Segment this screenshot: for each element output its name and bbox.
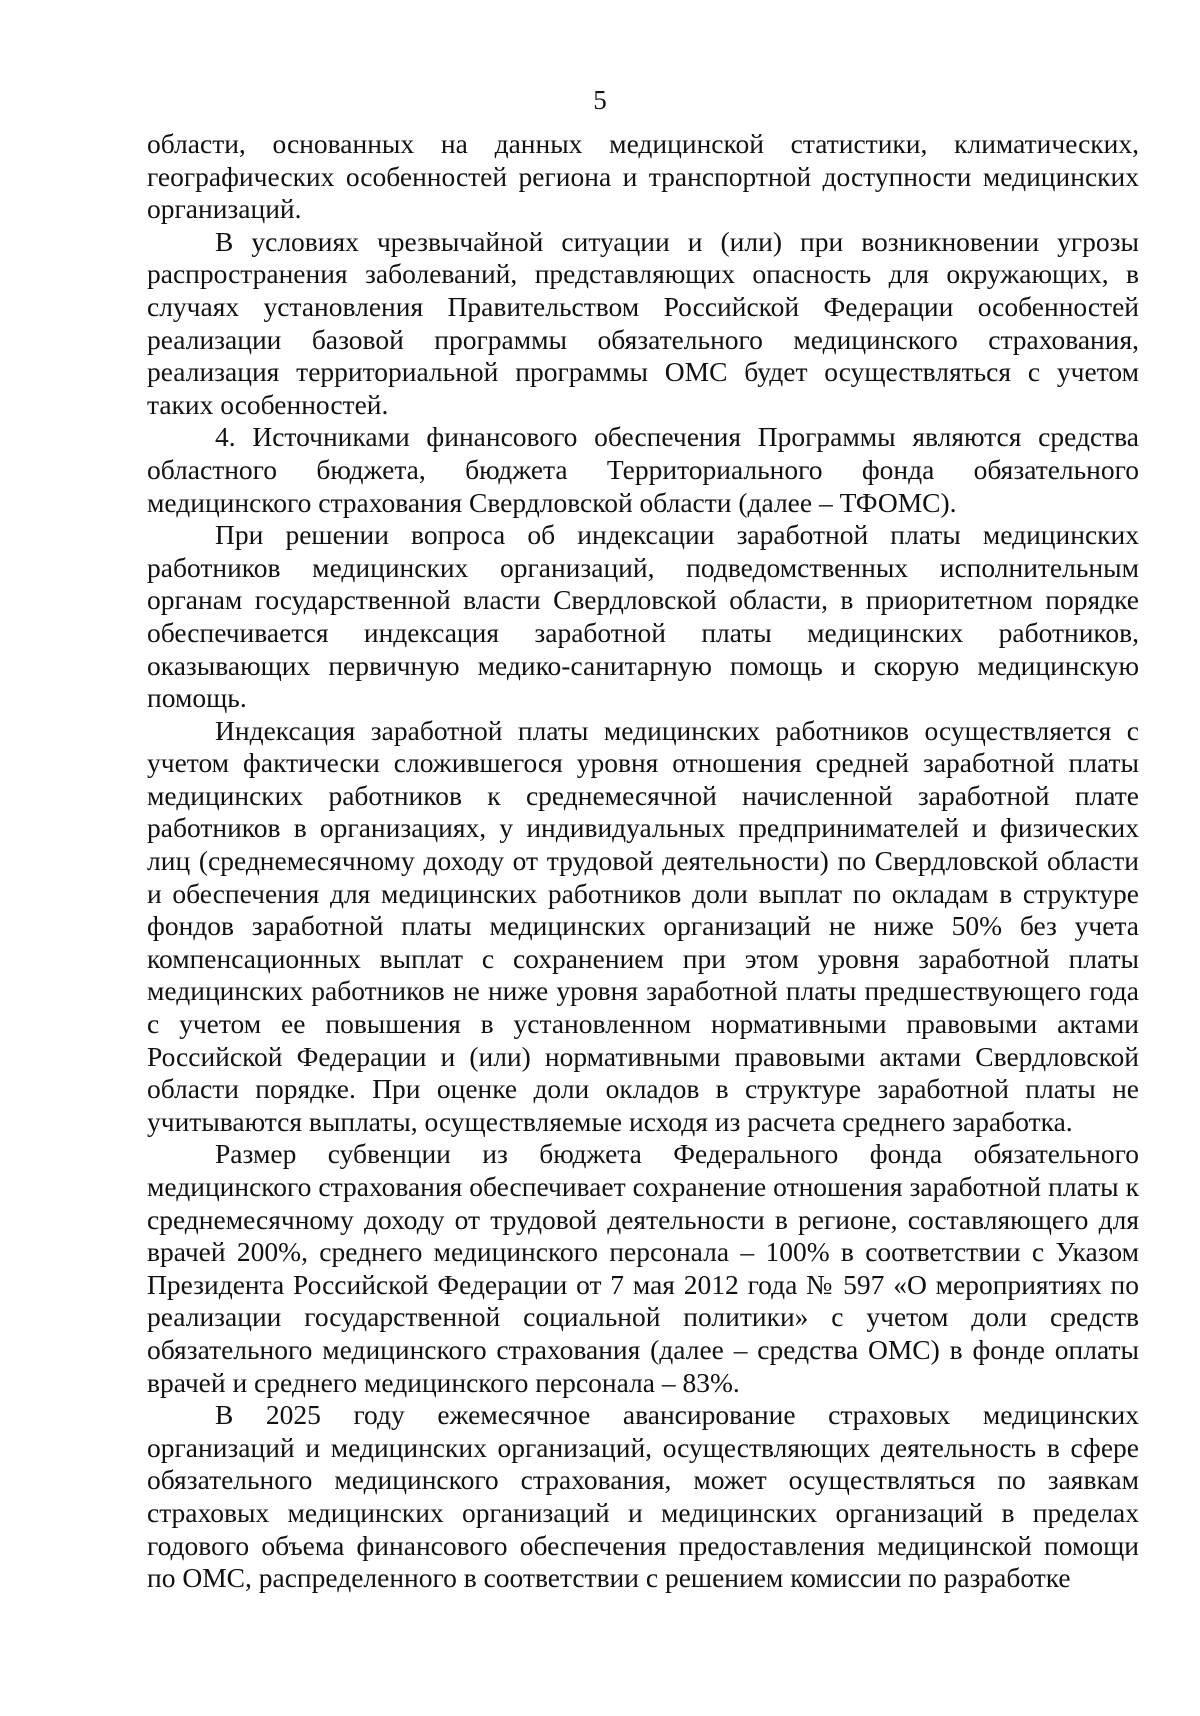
- paragraph-salary-indexation-rules: Индексация заработной платы медицинских работников осуществляется с учетом фактически сложившегося уровня отношения средней заработной платы медицинских работников к среднемесячной начисленной заработной плате работников в организациях, у индивидуальных предпринимателей и физических лиц (среднемесячному доходу от трудовой деятельности) по Свердловской области и обеспечения для медицинских работников доли выплат по окладам в структуре фондов заработной платы медицинских организаций не ниже 50% без учета компенсационных выплат с сохранением при этом уровня заработной платы медицинских работников не ниже уровня заработной платы предшествующего года с учетом ее повышения в установленном нормативными правовыми актами Российской Федерации и (или) нормативными правовыми актами Свердловской области порядке. При оценке доли окладов в структуре заработной платы не учитываются выплаты, осуществляемые исходя из расчета среднего заработка.: [147, 714, 1139, 1137]
- document-body: [147, 128, 1139, 1595]
- paragraph-monthly-advance: В 2025 году ежемесячное авансирование страховых медицинских организаций и медицинских организаций, осуществляющих деятельность в сфере обязательного медицинского страхования, может осуществляться по заявкам страховых медицинских организаций и медицинских организаций в пределах годового объема финансового обеспечения предоставления медицинской помощи по ОМС, распределенного в соответствии с решением комиссии по разработке: [147, 1399, 1139, 1594]
- page-number: 5: [593, 85, 607, 115]
- paragraph-salary-indexation-priority: При решении вопроса об индексации заработной платы медицинских работников медицинских организаций, подведомственных исполнительным органам государственной власти Свердловской области, в приоритетном порядке обеспечивается индексация заработной платы медицинских работников, оказывающих первичную медико-санитарную помощь и скорую медицинскую помощь.: [147, 519, 1139, 714]
- paragraph-funding-sources: 4. Источниками финансового обеспечения Программы являются средства областного бюджета, бюджета Территориального фонда обязательного медицинского страхования Свердловской области (далее – ТФОМС).: [147, 421, 1139, 518]
- paragraph-subvention-size: Размер субвенции из бюджета Федерального фонда обязательного медицинского страхования обеспечивает сохранение отношения заработной платы к среднемесячному доходу от трудовой деятельности в регионе, составляющего для врачей 200%, среднего медицинского персонала – 100% в соответствии с Указом Президента Российской Федерации от 7 мая 2012 года № 597 «О мероприятиях по реализации государственной социальной политики» с учетом доли средств обязательного медицинского страхования (далее – средства ОМС) в фонде оплаты врачей и среднего медицинского персонала – 83%.: [147, 1138, 1139, 1398]
- paragraph-continuation: области, основанных на данных медицинской статистики, климатических, географических особенностей региона и транспортной доступности медицинских организаций.: [147, 128, 1139, 225]
- paragraph-emergency-conditions: В условиях чрезвычайной ситуации и (или) при возникновении угрозы распространения заболеваний, представляющих опасность для окружающих, в случаях установления Правительством Российской Федерации особенностей реализации базовой программы обязательного медицинского страхования, реализация территориальной программы ОМС будет осуществляться с учетом таких особенностей.: [147, 225, 1139, 420]
